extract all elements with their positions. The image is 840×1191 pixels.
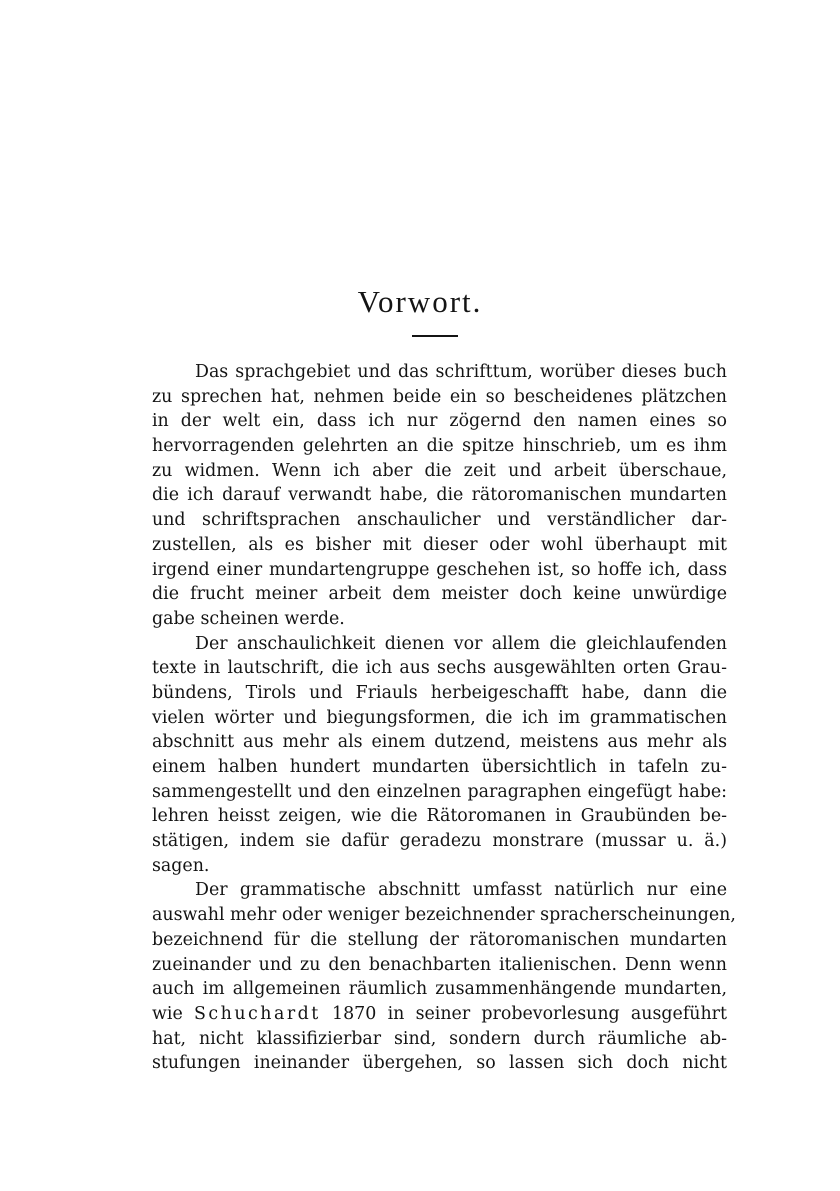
- text-line: gabe scheinen werde.: [152, 608, 345, 629]
- text-line: zu sprechen hat, nehmen beide ein so bescheidenes plätzchen: [152, 386, 727, 407]
- text-line: Der anschaulichkeit dienen vor allem die gleichlaufenden: [195, 633, 727, 654]
- text-line: zu widmen. Wenn ich aber die zeit und arbeit überschaue,: [152, 460, 727, 481]
- text-line: und schriftsprachen anschaulicher und verständlicher dar-: [152, 510, 727, 531]
- body-text: [152, 360, 736, 1076]
- text-line: bündens, Tirols und Friauls herbeigeschafft habe, dann die: [152, 682, 727, 703]
- text-line: irgend einer mundartengruppe geschehen ist, so hoffe ich, dass: [152, 559, 727, 580]
- text-line: auch im allgemeinen räumlich zusammenhängende mundarten,: [152, 979, 727, 1000]
- text-line: bezeichnend für die stellung der rätoromanischen mundarten: [152, 929, 727, 950]
- text-line: die ich darauf verwandt habe, die rätoromanischen mundarten: [152, 485, 727, 506]
- text-line: in der welt ein, dass ich nur zögernd den namen eines so: [152, 411, 727, 432]
- text-fragment: wie: [152, 1003, 194, 1024]
- text-line-with-author: [152, 1002, 727, 1027]
- text-fragment: 1870 in seiner probevorlesung ausgeführt: [320, 1003, 727, 1024]
- text-line: einem halben hundert mundarten übersichtlich in tafeln zu-: [152, 757, 727, 777]
- text-line: sagen.: [152, 855, 210, 876]
- text-line: die frucht meiner arbeit dem meister doch keine unwürdige: [152, 584, 727, 605]
- text-line: zustellen, als es bisher mit dieser oder wohl überhaupt mit: [152, 534, 727, 555]
- page-title: Vorwort.: [357, 284, 483, 319]
- text-line: vielen wörter und biegungsformen, die ich im grammatischen: [152, 707, 727, 728]
- text-line: hervorragenden gelehrten an die spitze hinschrieb, um es ihm: [152, 436, 727, 457]
- text-line: texte in lautschrift, die ich aus sechs ausgewählten orten Grau-: [152, 658, 727, 679]
- title-divider: [412, 335, 458, 337]
- author-name: Schuchardt: [194, 1003, 321, 1024]
- text-line: auswahl mehr oder weniger bezeichnender spracherscheinungen,: [152, 905, 736, 926]
- text-line: Der grammatische abschnitt umfasst natürlich nur eine: [195, 880, 727, 901]
- text-line: hat, nicht klassifizierbar sind, sondern durch räumliche ab-: [152, 1028, 727, 1049]
- text-line: lehren heisst zeigen, wie die Rätoromanen in Graubünden be-: [152, 806, 727, 827]
- text-line: Das sprachgebiet und das schrifttum, worüber dieses buch: [195, 362, 727, 382]
- text-line: abschnitt aus mehr als einem dutzend, meistens aus mehr als: [152, 732, 727, 753]
- text-line: stufungen ineinander übergehen, so lassen sich doch nicht: [152, 1053, 727, 1074]
- text-line: sammengestellt und den einzelnen paragraphen eingefügt habe:: [152, 781, 727, 802]
- text-line: stätigen, indem sie dafür geradezu monstrare (mussar u. ä.): [152, 831, 727, 852]
- text-line: zueinander und zu den benachbarten italienischen. Denn wenn: [152, 954, 727, 975]
